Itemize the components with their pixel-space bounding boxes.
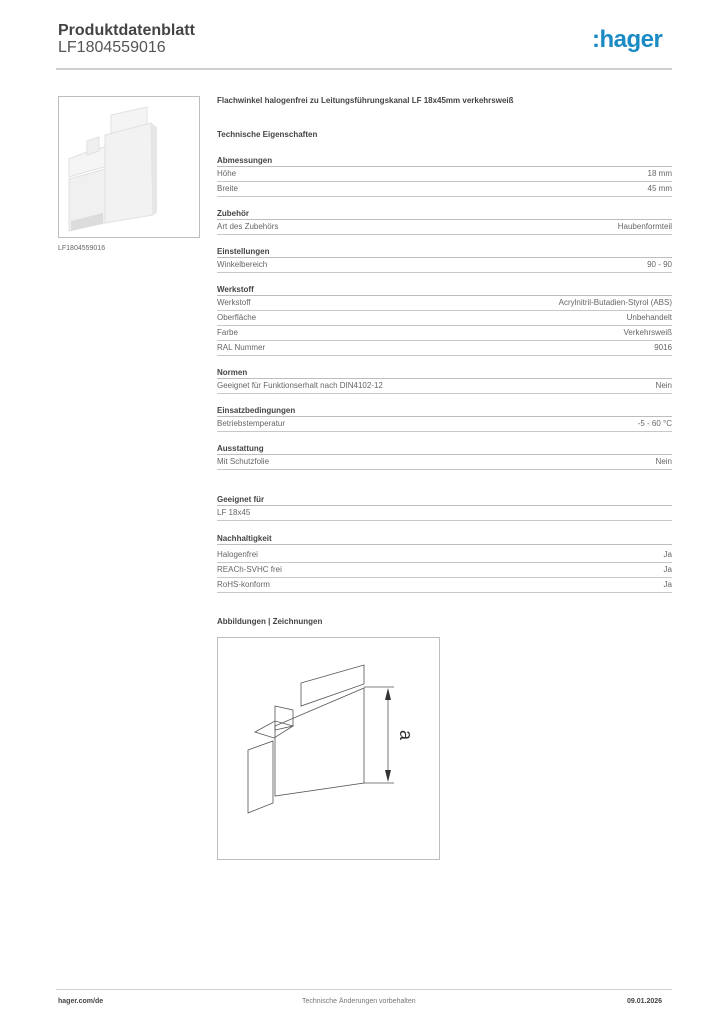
row-label: Farbe xyxy=(217,328,238,337)
row-label: Höhe xyxy=(217,169,237,178)
row-value: 9016 xyxy=(654,343,672,352)
row-label: RAL Nummer xyxy=(217,343,266,352)
row-label: Mit Schutzfolie xyxy=(217,457,270,466)
dimension-label: a xyxy=(396,730,416,741)
section-zubehoer xyxy=(217,208,672,235)
row-label: Oberfläche xyxy=(217,313,257,322)
table-row xyxy=(217,563,672,578)
section-werkstoff xyxy=(217,284,672,356)
row-label: Geeignet für Funktionserhalt nach DIN4102-12 xyxy=(217,381,383,390)
row-value: 18 mm xyxy=(647,169,672,178)
table-row xyxy=(217,341,672,356)
table-row xyxy=(217,506,672,521)
table-row xyxy=(217,326,672,341)
row-label: REACh-SVHC frei xyxy=(217,565,282,574)
footer-disclaimer: Technische Änderungen vorbehalten xyxy=(302,998,416,1005)
product-description: Flachwinkel halogenfrei zu Leitungsführungskanal LF 18x45mm verkehrsweiß xyxy=(217,96,514,105)
table-row xyxy=(217,578,672,593)
row-value: 45 mm xyxy=(647,184,672,193)
row-value: Verkehrsweiß xyxy=(623,328,672,337)
row-value: Ja xyxy=(663,580,672,589)
section-title: Nachhaltigkeit xyxy=(217,533,672,545)
row-value: Nein xyxy=(655,457,672,466)
table-row xyxy=(217,258,672,273)
table-row xyxy=(217,182,672,197)
section-nachhaltigkeit xyxy=(217,533,672,593)
header-divider xyxy=(56,68,672,70)
row-label: RoHS-konform xyxy=(217,580,270,589)
row-value: -5 - 60 °C xyxy=(637,419,672,428)
section-title: Zubehör xyxy=(217,208,672,220)
drawings-title: Abbildungen | Zeichnungen xyxy=(217,617,323,626)
table-row xyxy=(217,311,672,326)
row-label: Art des Zubehörs xyxy=(217,222,279,231)
article-number: LF1804559016 xyxy=(58,39,166,56)
product-image xyxy=(58,96,200,238)
section-title: Werkstoff xyxy=(217,284,672,296)
section-title: Abmessungen xyxy=(217,155,672,167)
technical-drawing xyxy=(217,637,440,860)
footer-divider xyxy=(56,989,672,990)
row-label: Werkstoff xyxy=(217,298,251,307)
row-value: 90 - 90 xyxy=(647,260,672,269)
section-normen xyxy=(217,367,672,394)
row-value: Unbehandelt xyxy=(626,313,672,322)
table-row xyxy=(217,167,672,182)
row-label: Halogenfrei xyxy=(217,550,258,559)
section-einsatzbedingungen xyxy=(217,405,672,432)
row-value: Nein xyxy=(655,381,672,390)
section-title: Ausstattung xyxy=(217,443,672,455)
section-ausstattung xyxy=(217,443,672,470)
row-value: Haubenformteil xyxy=(617,222,672,231)
section-einstellungen xyxy=(217,246,672,273)
hager-logo: :hager xyxy=(592,26,663,53)
table-row xyxy=(217,455,672,470)
table-row xyxy=(217,296,672,311)
section-title: Normen xyxy=(217,367,672,379)
table-row xyxy=(217,379,672,394)
product-photo-icon xyxy=(59,97,199,237)
footer-date: 09.01.2026 xyxy=(627,998,663,1005)
product-image-caption: LF1804559016 xyxy=(58,245,106,252)
row-label: LF 18x45 xyxy=(217,508,251,517)
tech-properties-title: Technische Eigenschaften xyxy=(217,130,318,139)
main-content xyxy=(217,96,672,593)
footer-website-link[interactable]: hager.com/de xyxy=(58,998,104,1005)
row-value: Acrylnitril-Butadien-Styrol (ABS) xyxy=(558,298,672,307)
row-value: Ja xyxy=(663,565,672,574)
row-label: Betriebstemperatur xyxy=(217,419,286,428)
section-title: Einsatzbedingungen xyxy=(217,405,672,417)
section-abmessungen xyxy=(217,155,672,197)
section-title: Geeignet für xyxy=(217,494,672,506)
section-geeignet-fuer xyxy=(217,494,672,521)
page-title: Produktdatenblatt xyxy=(58,22,195,39)
table-row xyxy=(217,548,672,563)
row-value: Ja xyxy=(663,550,672,559)
table-row xyxy=(217,220,672,235)
row-label: Winkelbereich xyxy=(217,260,268,269)
dimension-drawing-icon xyxy=(218,638,439,859)
table-row xyxy=(217,417,672,432)
row-label: Breite xyxy=(217,184,238,193)
section-title: Einstellungen xyxy=(217,246,672,258)
